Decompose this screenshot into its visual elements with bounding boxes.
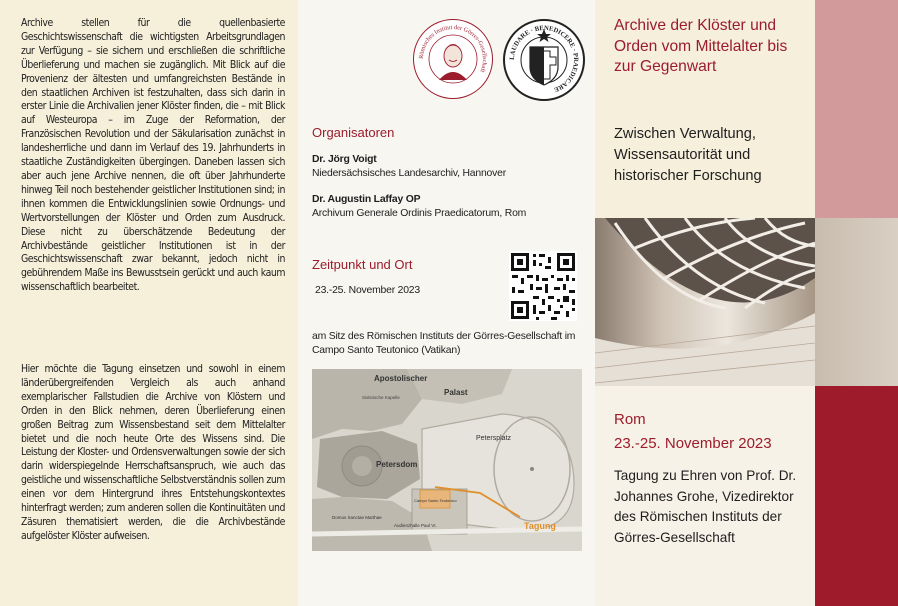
band-photo-strip bbox=[815, 218, 898, 386]
event-location: am Sitz des Römischen Instituts der Görres-Gesellschaft im Campo Santo Teutonico (Vatikan) bbox=[312, 331, 576, 356]
dominican-shield-icon bbox=[505, 21, 583, 99]
band-top-pink bbox=[815, 0, 898, 218]
map-label-audienzhalle: Audienzhalle Paul VI. bbox=[394, 523, 437, 528]
organizer-1-institution: Niedersächsisches Landesarchiv, Hannover bbox=[312, 168, 506, 179]
conference-title: Archive der Klöster und Orden vom Mittelalter bis zur Gegenwart bbox=[614, 17, 788, 75]
goerres-seal-text: Römisches Institut der Görres-Gesellschaft bbox=[417, 23, 489, 74]
goerres-portrait-icon bbox=[414, 20, 492, 98]
qr-code[interactable] bbox=[509, 251, 577, 321]
map-label-palast: Palast bbox=[444, 388, 468, 397]
dominican-seal-logo bbox=[503, 19, 585, 101]
dome-lattice-image bbox=[595, 218, 815, 386]
cover-date: 23.-25. November 2023 bbox=[614, 435, 772, 452]
cover-panel bbox=[595, 0, 815, 606]
zeitpunkt-heading: Zeitpunkt und Ort bbox=[312, 257, 413, 272]
map-label-petersdom: Petersdom bbox=[376, 460, 418, 469]
vatican-map-graphic bbox=[312, 369, 582, 551]
conference-subtitle: Zwischen Verwaltung, Wissensautorität und historischer Forschung bbox=[614, 126, 762, 184]
organizer-1-name: Dr. Jörg Voigt bbox=[312, 154, 377, 165]
event-date: 23.-25. November 2023 bbox=[315, 285, 420, 296]
tagung-paragraph: Hier möchte die Tagung einsetzen und sowohl in einem länderübergreifenden Vergleich als auch anhand exemplarischer Fallstudien die Archive von Klöstern und Orden in den Blick nehmen, deren Überlieferung einen großen Beitrag zum Wissensbestand seit dem Mittelalter bietet und die noch heute Orte des Wissens sind. Die Leistung der Kloster- und Ordensverwaltungen sowie der sich darin widerspiegelnde Herrschaftsanspruch, wie auch das geistliche und wissenschaftliche Selbstverständnis sollen zum einen vor dem Hintergrund ihres Entstehungskontextes hinterfragt werden; zum anderen sollen die Kontinuitäten und Zäsuren thematisiert werden, die die Archivbestände aufgelöster Klöster aufweisen. bbox=[21, 363, 285, 542]
organizer-2-name: Dr. Augustin Laffay OP bbox=[312, 194, 421, 205]
dominican-seal-text: LAUDARE · BENEDICERE · PRAEDICARE bbox=[508, 24, 580, 94]
organizer-1 bbox=[312, 153, 506, 181]
middle-panel bbox=[298, 0, 595, 606]
organizer-2-institution: Archivum Generale Ordinis Praedicatorum, Rom bbox=[312, 208, 527, 219]
left-panel bbox=[0, 0, 298, 606]
red-side-band bbox=[815, 0, 898, 606]
map-label-campo-santo: Campo Santo Teutonico bbox=[414, 498, 457, 503]
map-label-santa-marta: Domus Sanctae Marthae bbox=[332, 515, 382, 520]
qr-code-icon bbox=[509, 251, 577, 321]
vatican-map[interactable] bbox=[312, 369, 582, 551]
intro-paragraph: Archive stellen für die quellenbasierte Geschichtswissenschaft die wichtigsten Arbeitsgrundlagen zur Verfügung – sie sichern und erschließen die schriftliche Überlieferung und machen sie zugänglich. Mit Blick auf die Provenienz der ältesten und umfangreichsten Bestände in den staatlichen Archiven ist festzuhalten, dass sich darin in erster Linie die Archivalien jener Klöster finden, die – mit Blick auf Westeuropa – im Zuge der Reformation, der Französischen Revolution und der Säkularisation zunächst in landesherrliche und dann im Verlauf des 19. Jahrhunderts in staatliche Zuständigkeiten übergingen. Daneben lassen sich aber auch jene Archive nennen, die oft über Jahrhunderte hinweg Teil noch bestehender geistlicher Institutionen sind; in ihnen kommen die Entwicklungslinien sowie Ordnungs- und Wertvorstellungen der Klöster und Orden zum Ausdruck. Diese nicht zu überschätzende Bedeutung der Archivbestände geistlicher Institutionen ist in der Geschichtswissenschaft zwar bekannt, jedoch nicht in gebührendem Maße ins Bewusstsein gerückt und auch kaum wissenschaftlich bearbeitet. bbox=[21, 17, 285, 294]
map-label-sistina: Sixtinische Kapelle bbox=[362, 395, 400, 400]
goerres-seal-logo bbox=[413, 19, 493, 99]
cover-place: Rom bbox=[614, 411, 646, 428]
map-label-apostolischer: Apostolischer bbox=[374, 374, 428, 383]
band-bottom-red bbox=[815, 386, 898, 606]
map-label-tagung: Tagung bbox=[524, 521, 556, 531]
organisatoren-heading: Organisatoren bbox=[312, 125, 395, 140]
architecture-photo bbox=[595, 218, 815, 386]
organizer-2 bbox=[312, 193, 526, 221]
honor-text: Tagung zu Ehren von Prof. Dr. Johannes Grohe, Vizedirektor des Römischen Instituts der Görres-Gesellschaft bbox=[614, 468, 797, 545]
map-label-petersplatz: Petersplatz bbox=[476, 435, 512, 442]
